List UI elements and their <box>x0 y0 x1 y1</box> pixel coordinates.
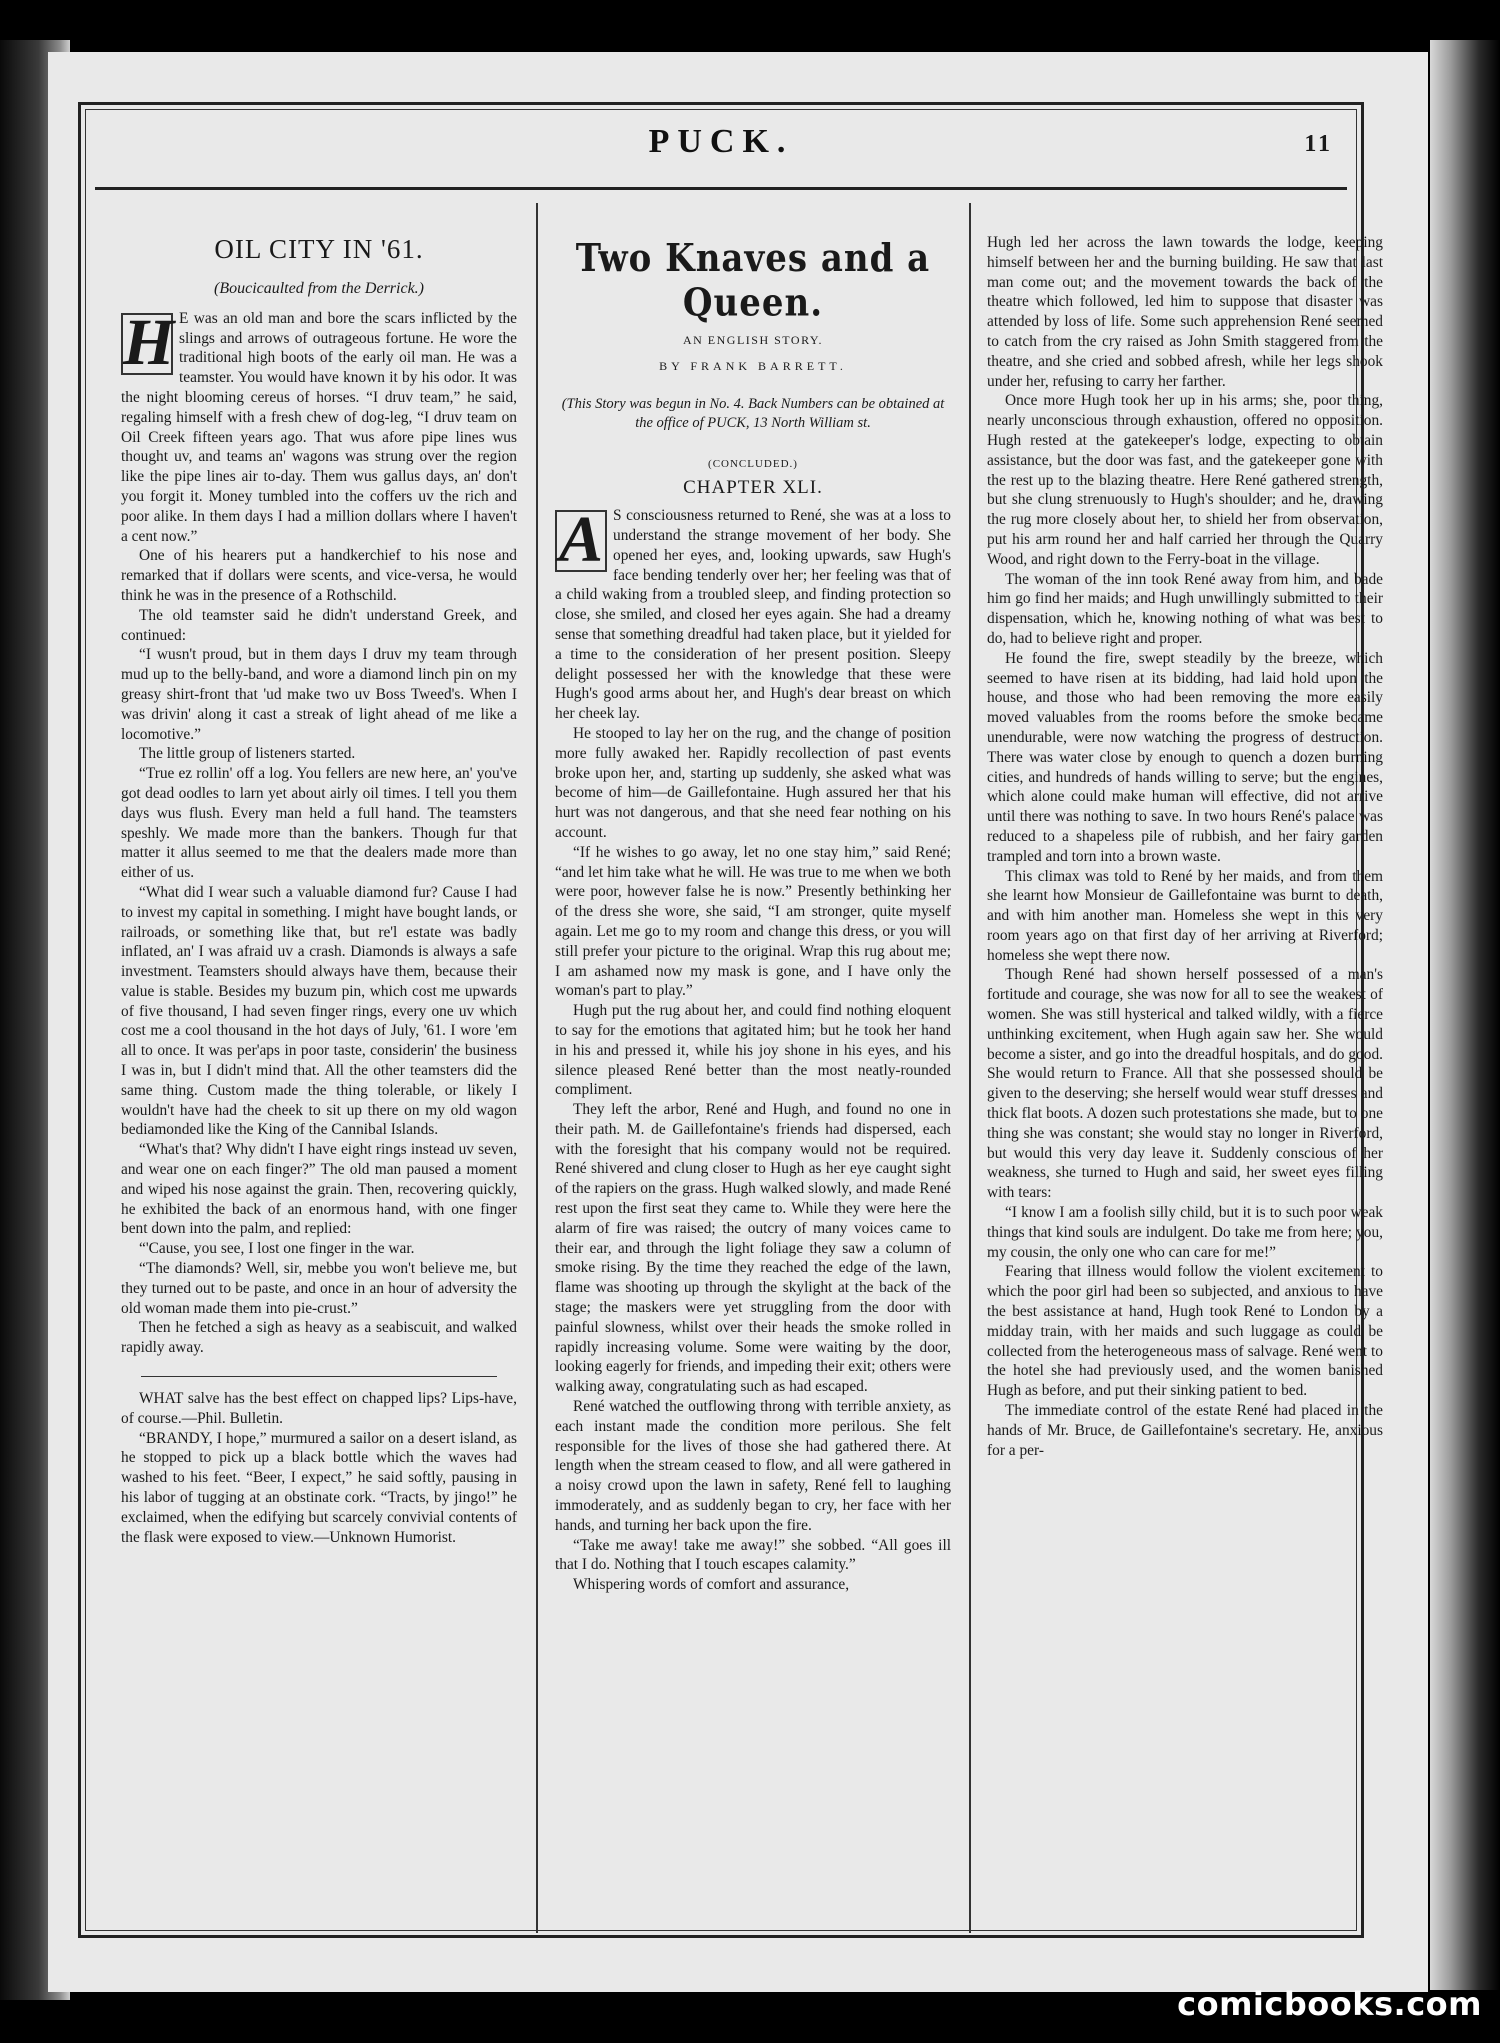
story-kicker: AN ENGLISH STORY. <box>682 333 824 347</box>
column-story <box>555 233 951 1913</box>
story-paragraph: He stooped to lay her on the rug, and the change of position more fully awaked her. Rapidly recollection of past events broke upon her, and, starting up suddenly, she asked what was become of him—de Gaillefontaine. Hugh assured her that his hurt was not dangerous, and that she need fear nothing on his account. <box>555 724 951 841</box>
article-subtitle: (Boucicaulted from the Derrick.) <box>213 280 424 297</box>
column-rule <box>969 203 971 1933</box>
page-header <box>81 105 1361 217</box>
article-paragraph: “I wusn't proud, but in them days I druv my team through mud up to the belly-band, and wore a diamond linch pin on my greasy shirt-front that 'ud make two uv Boss Tweed's. When I was drivin' along it cast a streak of light ahead of me like a locomotive.” <box>121 646 517 743</box>
story-paragraph: A S consciousness returned to René, she was at a loss to understand the strange movement of her body. She opened her eyes, and, looking upwards, saw Hugh's face bending tenderly over her; her feeling was that of a child waking from a troubled sleep, and finding protection so close, she smiled, and closed her eyes again. She had a dreamy sense that something dreadful had taken place, but it yielded for a time to the consideration of her present position. Sleepy delight possessed her with the knowledge that these were Hugh's good arms about her, and Hugh's dear breast on which her cheek lay. <box>555 503 951 723</box>
story-paragraph: Whispering words of comfort and assurance, <box>573 1576 850 1594</box>
story-paragraph: They left the arbor, René and Hugh, and found no one in their path. M. de Gaillefontaine's friends had dispersed, each with the foresight that his company would not be required. René shivered and clung closer to Hugh as her eye caught sight of the rapiers on the grass. Hugh walked slowly, and made René rest upon the first seat they came to. While they were here the alarm of fire was raised; the outcry of many voices came to their ear, and through the light foliage they saw a column of smoke rising. By the time they reached the edge of the lawn, flame was shooting up through the skylight at the back of the stage; the maskers were yet struggling from the door with painful slowness, whilst over their heads the smoke rolled in rapidly increasing volume. Some were waiting by the door, looking eagerly for friends, and impeding their exit; others were walking away, congratulating such as had escaped. <box>555 1101 951 1396</box>
column-oil-city <box>121 233 517 1913</box>
article-paragraph: “What's that? Why didn't I have eight rings instead uv seven, and wear one on each finger?” The old man paused a moment and wiped his nose against the grain. Then, recovering quickly, he exhibited the back of an enormous hand, with one finger bent down into the palm, and replied: <box>121 1141 517 1238</box>
story-paragraph: Hugh put the rug about her, and could find nothing eloquent to say for the emotions that agitated him; but he took her hand in his and pressed it, while his joy shone in his eyes, and his silence pleased René better than the most neatly-rounded compliment. <box>555 1002 951 1099</box>
masthead: PUCK. <box>648 123 794 160</box>
book-spine <box>1430 40 1500 1990</box>
article-paragraph: “What did I wear such a valuable diamond fur? Cause I had to invest my capital in something. I might have bought lands, or railroads, or something like that, but re'l estate was badly inflated, an' I was afraid uv a crash. Diamonds is always a safe investment. Teamsters should always have them, because their value is stable. Besides my buzum pin, which cost me upwards of five thousand, I had seven finger rings, every one uv which cost me a cool thousand in the hot days of July, '61. I wore 'em all to once. It was per'aps in poor taste, considerin' the business I was in, but I didn't mind that. All the other teamsters did the same thing. Custom made the thing tolerable, or likely I wouldn't have had the cheek to sit up there on my old wagon bediamonded like the King of the Cannibal Islands. <box>121 883 517 1139</box>
article-paragraph: “'Cause, you see, I lost one finger in the war. <box>139 1240 415 1258</box>
story-title: Two Knaves and a Queen. <box>575 236 931 326</box>
concluded-label: (CONCLUDED.) <box>708 457 798 470</box>
story-paragraph: The immediate control of the estate René had placed in the hands of Mr. Bruce, de Gaillefontaine's secretary. He, anxious for a per- <box>987 1402 1383 1459</box>
joke-paragraph: WHAT salve has the best effect on chapped lips? Lips-have, of course.—Phil. Bulletin. <box>121 1390 517 1427</box>
article-paragraph: “True ez rollin' off a log. You fellers are new here, an' you've got dead oodles to larn yet about airly oil times. I tell you them days wus flush. Every man held a full hand. The teamsters speshly. We made more than the bankers. Though fur that matter it allus seemed to me that the dealers made more than either of us. <box>121 765 517 882</box>
article-paragraph: “The diamonds? Well, sir, mebbe you won't believe me, but they turned out to be paste, and once in an hour of adversity the old woman made them into pie-crust.” <box>121 1260 517 1317</box>
story-byline: BY FRANK BARRETT. <box>659 358 847 373</box>
story-paragraph: Fearing that illness would follow the violent excitement to which the poor girl had been so subjected, and anxious to have the best assistance at hand, Hugh took René to London by a midday train, with her maids and such luggage as could be collected from the heterogeneous mass of salvage. René went to the hotel she had previously used, and the women banished Hugh as before, and put their sinking patient to bed. <box>987 1263 1383 1400</box>
drop-cap: H <box>123 305 175 379</box>
header-rule <box>95 187 1347 190</box>
story-paragraph: The woman of the inn took René away from him, and bade him go find her maids; and Hugh unwillingly submitted to their dispensation, which he, knowing nothing of what was best to do, had to believe right and proper. <box>987 570 1383 647</box>
article-title: OIL CITY IN '61. <box>214 234 424 264</box>
magazine-page <box>48 52 1428 1992</box>
article-paragraph: Then he fetched a sigh as heavy as a seabiscuit, and walked rapidly away. <box>121 1319 517 1357</box>
page-number: 11 <box>1304 131 1333 157</box>
story-paragraph: Though René had shown herself possessed of a man's fortitude and courage, she was now for all to see the weakest of women. She was still hysterical and talked wildly, with a fierce unthinking excitement, when Hugh again saw her. She would become a sister, and go into the dreadful hospitals, and do good. She would return to France. All that she possessed should be given to the deserving; she herself would wear stuff dresses and thick flat boots. A dozen such protestations she made, but to one thing she was constant; she would stay no longer in Riverford, but would this very day leave it. Suddenly conscious of her weakness, she turned to Hugh and said, her sweet eyes filling with tears: <box>987 966 1383 1202</box>
article-paragraph: The little group of listeners started. <box>139 745 356 763</box>
article-paragraph: One of his hearers put a handkerchief to his nose and remarked that if dollars were scents, and vice-versa, he would think he was in the presence of a Rothschild. <box>121 547 517 604</box>
article-paragraph: H E was an old man and bore the scars inflicted by the slings and arrows of outrageous fortune. He wore the traditional high boots of the early oil man. He was a teamster. You would have known it by his odor. It was the night blooming cereus of horses. “I druv team,” he said, regaling himself with a fresh chew of dog-leg, “I druv team on Oil Creek fifteen years ago. That wus afore pipe lines wus thought uv, and teams an' wagons was strung over the region like the pipe lines air to-day. Them wus gallus days, an' don't you forgit it. Money tumbled into the coffers uv the rich and poor alike. In them days I had a million dollars where I haven't a cent now.” <box>121 305 517 545</box>
story-paragraph: “If he wishes to go away, let no one stay him,” said René; “and let him take what he will. He was true to me when we both were poor, however false he is now.” Presently bethinking her of the dress she wore, she said, “I am stronger, quite myself again. Let me go to my room and change this dress, or you will still prefer your picture to the original. Wrap this rug about me; I am ashamed now my mask is gone, and I have only the woman's part to play.” <box>555 843 951 1000</box>
drop-cap: A <box>555 510 607 572</box>
story-paragraph: Hugh led her across the lawn towards the lodge, keeping himself between her and the burning building. He saw that last man come out; and the movement towards the back of the theatre which followed, led him to suppose that disaster was attended by loss of life. Some such apprehension René seemed to catch from the cry raised as John Smith staggered from the theatre, and she cried and sobbed afresh, while her legs shook under her, refusing to carry her farther. <box>987 234 1383 390</box>
column-story-continued <box>987 233 1383 1913</box>
story-paragraph: He found the fire, swept steadily by the breeze, which seemed to have risen at its bidding, had laid hold upon the house, and those who had been removing the more easily moved valuables from the rooms before the smoke became unendurable, were now watching the progress of destruction. There was water close by enough to quench a dozen burning cities, and hundreds of hands willing to serve; but the engines, which alone could make human will effective, did not arrive until there was nothing to save. In two hours René's palace was reduced to a shapeless pile of rubbish, and her fairy garden trampled and torn into a brown waste. <box>987 649 1383 865</box>
story-paragraph: This climax was told to René by her maids, and from them she learnt how Monsieur de Gaillefontaine was burnt to death, and with him another man. Homeless she wept in this very room years ago on that first day of her arriving at Riverford; homeless she wept there now. <box>987 867 1383 964</box>
section-divider <box>141 1376 497 1377</box>
story-note: (This Story was begun in No. 4. Back Numbers can be obtained at the office of PUCK, 13 North William st. <box>561 395 945 431</box>
article-paragraph: The old teamster said he didn't understand Greek, and continued: <box>121 606 517 644</box>
column-rule <box>536 203 538 1933</box>
watermark: comicbooks.com <box>1177 1985 1482 2023</box>
joke-paragraph: “BRANDY, I hope,” murmured a sailor on a desert island, as he stopped to pick up a black bottle which the waves had washed to his feet. “Beer, I expect,” he said softly, pausing in his labor of tugging at an obstinate cork. “Tracts, by jingo!” he exclaimed, when the edifying but scarcely convivial contents of the flask were exposed to view.—Unknown Humorist. <box>121 1429 517 1546</box>
chapter-heading: CHAPTER XLI. <box>683 477 823 499</box>
story-paragraph: “I know I am a foolish silly child, but it is to such poor weak things that kind souls are indulgent. Do take me from here; you, my cousin, the only one who can care for me!” <box>987 1204 1383 1261</box>
story-paragraph: Once more Hugh took her up in his arms; she, poor thing, nearly unconscious through exhaustion, offered no opposition. Hugh rested at the gatekeeper's lodge, expecting to obtain assistance, but the door was fast, and the gatekeeper gone with the rest up to the blazing theatre. Here René gathered strength, but she clung strenuously to Hugh's shoulder; and he, drawing the rug more closely about her, to shield her from observation, put his arm round her and half carried her through the Quarry Wood, and right down to the Ferry-boat in the village. <box>987 392 1383 568</box>
page-frame <box>78 102 1383 1938</box>
story-paragraph: “Take me away! take me away!” she sobbed. “All goes ill that I do. Nothing that I touch escapes calamity.” <box>555 1536 951 1574</box>
story-paragraph: René watched the outflowing throng with terrible anxiety, as each instant made the condition more perilous. She felt responsible for the lives of those she had gathered there. At length when the stream ceased to flow, and all were gathered in a noisy crowd upon the lawn in safety, René fell to laughing immoderately, and as suddenly began to cry, her face with her hands, and turning her back upon the fire. <box>555 1398 951 1534</box>
